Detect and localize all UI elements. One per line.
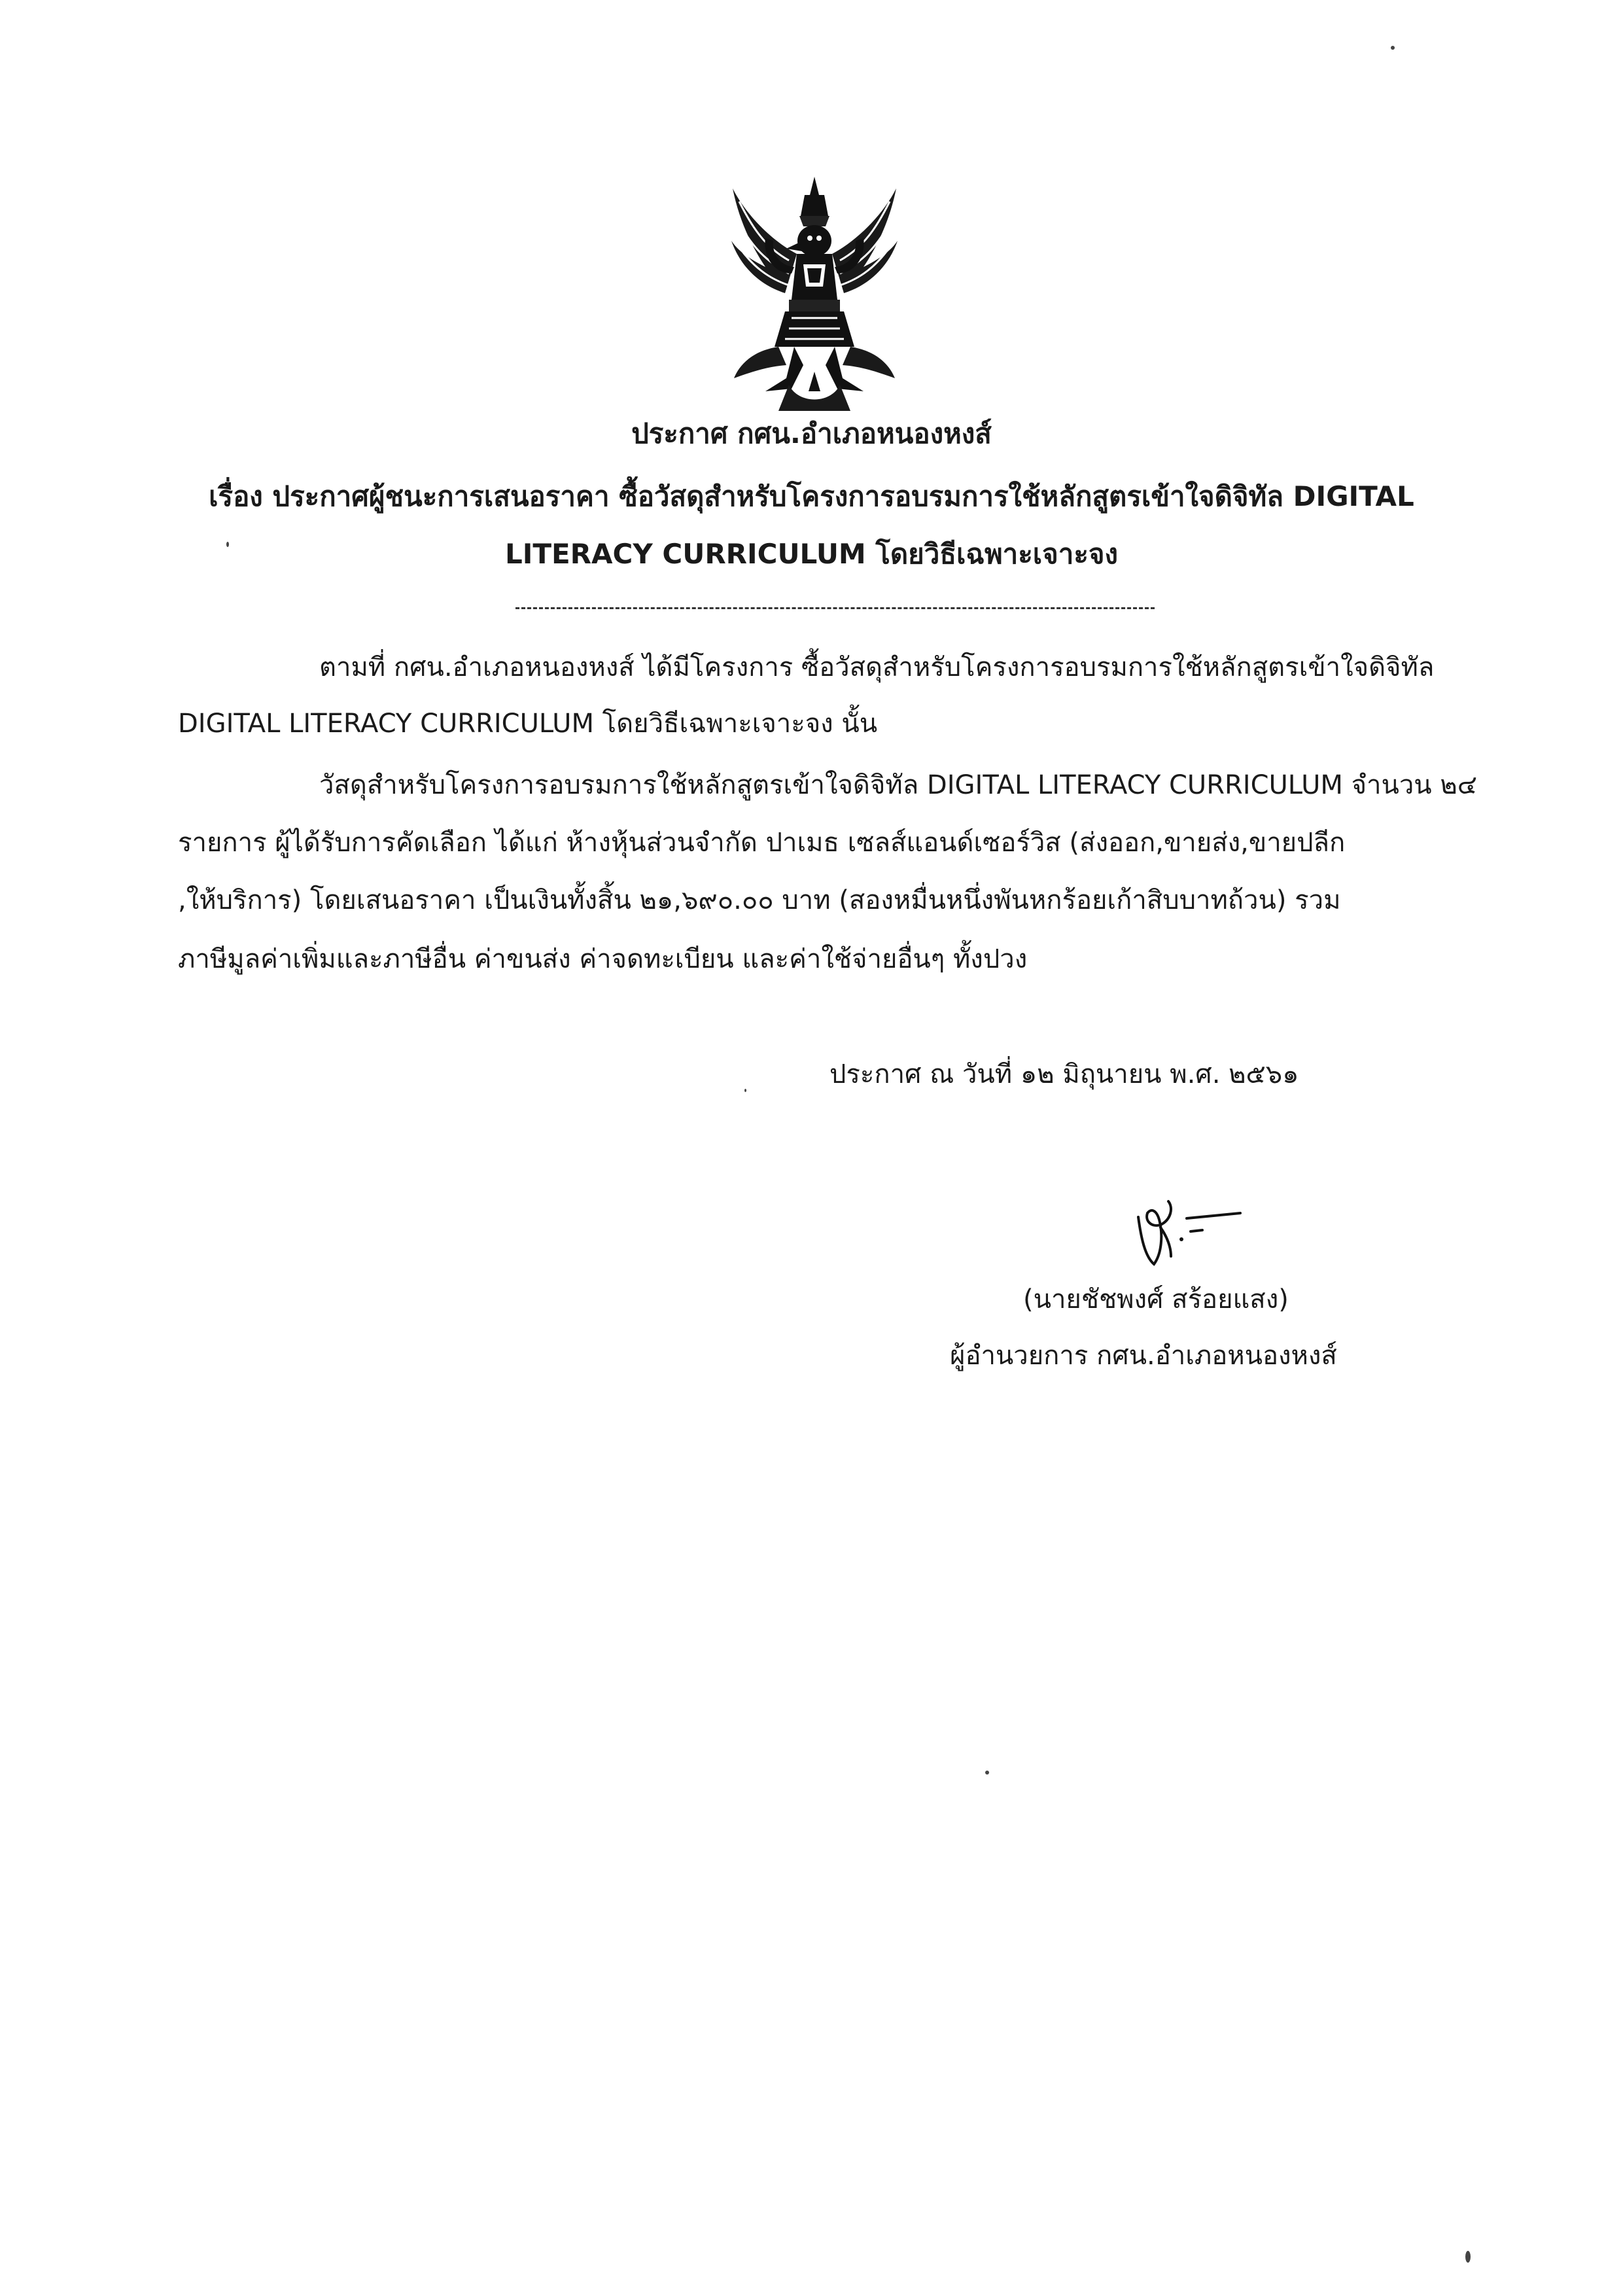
scan-speck: [226, 542, 229, 547]
body-paragraph-2-line-2: รายการ ผู้ได้รับการคัดเลือก ได้แก่ ห้างหุ้นส่วนจำกัด ปาเมธ เซลส์แอนด์เซอร์วิส (ส่งออก,ขายส่ง,ขายปลีก: [178, 828, 1346, 858]
signatory-name: (นายชัชพงศ์ สร้อยแสง): [1023, 1284, 1289, 1315]
scan-speck: [1391, 46, 1395, 50]
announcement-title: ประกาศ กศน.อำเภอหนองหงส์: [631, 417, 992, 450]
scan-speck: [985, 1771, 989, 1775]
body-paragraph-2-line-1: วัสดุสำหรับโครงการอบรมการใช้หลักสูตรเข้าใจดิจิทัล DIGITAL LITERACY CURRICULUM จำนวน ๒๔: [319, 770, 1477, 800]
announcement-date: ประกาศ ณ วันที่ ๑๒ มิถุนายน พ.ศ. ๒๕๖๑: [829, 1059, 1299, 1089]
body-paragraph-2-line-4: ภาษีมูลค่าเพิ่มและภาษีอื่น ค่าขนส่ง ค่าจดทะเบียน และค่าใช้จ่ายอื่นๆ ทั้งปวง: [178, 944, 1028, 974]
handwritten-signature: [1125, 1191, 1249, 1276]
body-paragraph-1-line-2: DIGITAL LITERACY CURRICULUM โดยวิธีเฉพาะเจาะจง นั้น: [178, 709, 878, 739]
subject-line-1: เรื่อง ประกาศผู้ชนะการเสนอราคา ซื้อวัสดุสำหรับโครงการอบรมการใช้หลักสูตรเข้าใจดิจิทัล DIGITAL: [209, 480, 1414, 512]
scan-speck: [1465, 2251, 1471, 2263]
subject-line-2: LITERACY CURRICULUM โดยวิธีเฉพาะเจาะจง: [504, 538, 1119, 570]
header-divider: [515, 607, 1155, 609]
body-paragraph-2-line-3: ,ให้บริการ) โดยเสนอราคา เป็นเงินทั้งสิ้น ๒๑,๖๙๐.๐๐ บาท (สองหมื่นหนึ่งพันหกร้อยเก้าสิบบาทถ้วน) รวม: [178, 885, 1341, 915]
scan-speck: [744, 1089, 746, 1092]
body-paragraph-1-line-1: ตามที่ กศน.อำเภอหนองหงส์ ได้มีโครงการ ซื้อวัสดุสำหรับโครงการอบรมการใช้หลักสูตรเข้าใจดิจิทัล: [319, 652, 1435, 682]
signatory-position: ผู้อำนวยการ กศน.อำเภอหนองหงส์: [950, 1341, 1337, 1371]
garuda-emblem-icon: [726, 175, 903, 417]
